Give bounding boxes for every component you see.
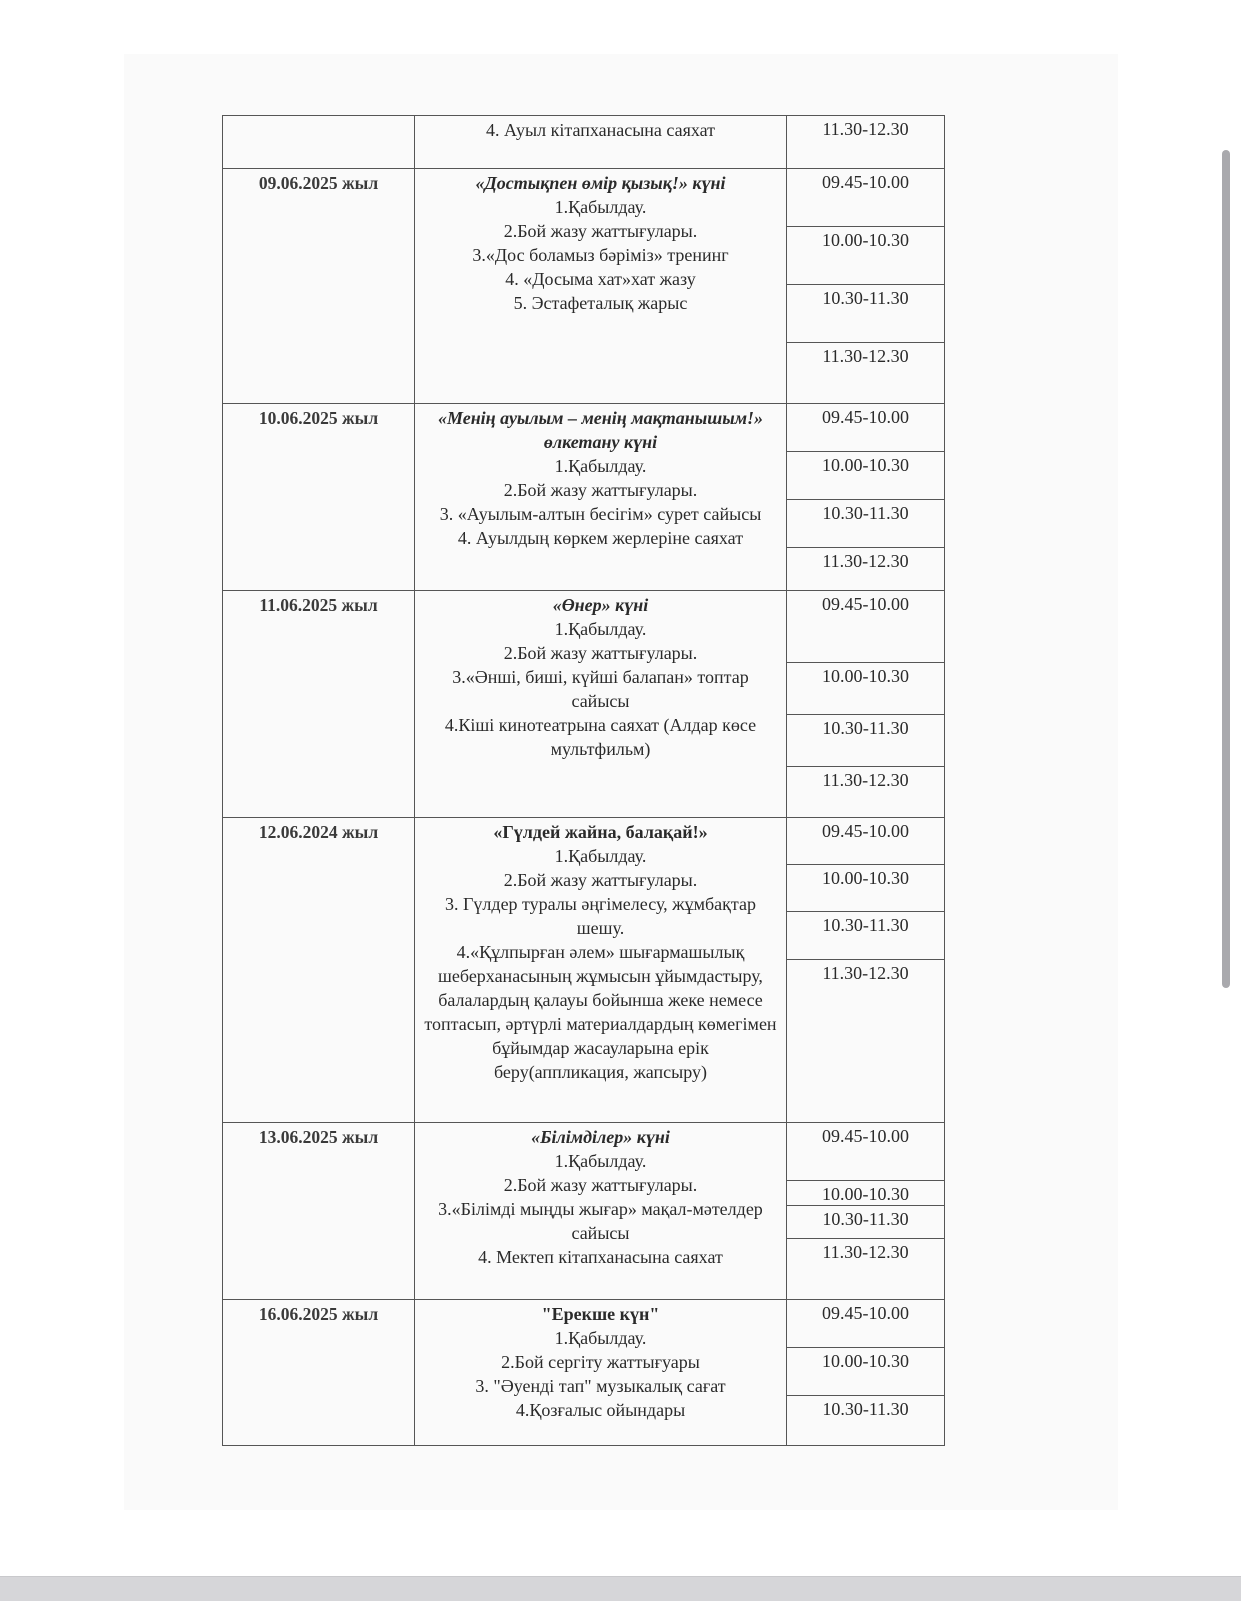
- date-cell: 11.06.2025 жыл: [223, 591, 415, 818]
- date-cell: 09.06.2025 жыл: [223, 169, 415, 404]
- time-cell: [787, 818, 945, 1123]
- activity-line: 1.Қабылдау.: [554, 846, 647, 866]
- activity-line: 2.Бой жазу жаттығулары.: [503, 870, 698, 890]
- activity-line: 4.«Құлпырған әлем» шығармашылық шеберханасының жұмысын ұйымдастыру, балалардың қалауы бойынша жеке немесе топтасып, әртүрлі материалдардың көмегімен бұйымдар жасауларына ерік беру(аппликация, жапсыру): [424, 942, 777, 1082]
- time-slot: 10.00-10.30: [787, 865, 944, 912]
- time-slot: 10.00-10.30: [787, 452, 944, 500]
- activity-line: 4. «Досыма хат»хат жазу: [505, 269, 696, 289]
- activity-line: 2.Бой сергіту жаттығуары: [501, 1352, 700, 1372]
- activity-line: 2.Бой жазу жаттығулары.: [503, 221, 698, 241]
- time-slot: 10.30-11.30: [787, 715, 944, 767]
- time-slot: 10.00-10.30: [787, 227, 944, 285]
- activity-line: 3.«Әнші, биші, күйші балапан» топтар сайысы: [452, 667, 749, 711]
- activity-line: 4.Кіші кинотеатрына саяхат (Алдар көсе мультфильм): [444, 715, 757, 759]
- activity-cell: [415, 818, 787, 1123]
- day-title: «Достықпен өмір қызық!» күні: [475, 173, 726, 193]
- table-row: [223, 1300, 945, 1446]
- time-slot: 11.30-12.30: [822, 770, 909, 790]
- time-cell: [787, 169, 945, 404]
- activity-line: 3. "Әуенді тап" музыкалық сағат: [475, 1376, 726, 1396]
- time-slot: 09.45-10.00: [787, 1300, 944, 1348]
- day-title: «Гүлдей жайна, балақай!»: [493, 822, 708, 842]
- table-row: [223, 404, 945, 591]
- day-title: «Білімділер» күні: [531, 1127, 670, 1147]
- activity-line: 4. Мектеп кітапханасына саяхат: [478, 1247, 723, 1267]
- time-slot: 10.30-11.30: [787, 285, 944, 343]
- activity-line: 2.Бой жазу жаттығулары.: [503, 480, 698, 500]
- activity-cell: [415, 1300, 787, 1446]
- time-cell: [787, 1123, 945, 1300]
- time-slot: 09.45-10.00: [787, 1123, 944, 1181]
- day-title: «Өнер» күні: [552, 595, 649, 615]
- time-slot: 09.45-10.00: [787, 818, 944, 865]
- table-row: [223, 169, 945, 404]
- activity-line: 1.Қабылдау.: [554, 456, 647, 476]
- activity-line: 2.Бой жазу жаттығулары.: [503, 1175, 698, 1195]
- activity-line: 2.Бой жазу жаттығулары.: [503, 643, 698, 663]
- table-row: [223, 1123, 945, 1300]
- time-slot: 10.00-10.30: [787, 1348, 944, 1396]
- day-title: «Менің ауылым – менің мақтанышым!» өлкетану күні: [437, 408, 764, 452]
- time-slot: 10.00-10.30: [787, 1181, 944, 1206]
- activity-line: 5. Эстафеталық жарыс: [513, 293, 688, 313]
- table-row: [223, 116, 945, 169]
- table-row: [223, 818, 945, 1123]
- activity-cell: [415, 116, 787, 169]
- table-row: [223, 591, 945, 818]
- time-slot: 11.30-12.30: [822, 1242, 909, 1262]
- activity-cell: [415, 1123, 787, 1300]
- activity-line: 3.«Дос боламыз бәріміз» тренинг: [472, 245, 729, 265]
- time-slot: 10.00-10.30: [787, 663, 944, 715]
- bottom-toolbar: [0, 1576, 1241, 1601]
- activity-line: 1.Қабылдау.: [554, 619, 647, 639]
- time-slot: 10.30-11.30: [787, 500, 944, 548]
- time-slot: 11.30-12.30: [822, 119, 909, 139]
- activity-line: 4.Қозғалыс ойындары: [515, 1400, 686, 1420]
- date-cell: 10.06.2025 жыл: [223, 404, 415, 591]
- activity-line: 1.Қабылдау.: [554, 1328, 647, 1348]
- activity-cell: [415, 404, 787, 591]
- activity-line: 4. Ауылдың көркем жерлеріне саяхат: [457, 528, 744, 548]
- activity-line: 3. Гүлдер туралы әңгімелесу, жұмбақтар шешу.: [445, 894, 756, 938]
- activity-line: 4. Ауыл кітапханасына саяхат: [485, 120, 716, 140]
- time-slot: 10.30-11.30: [822, 1399, 909, 1419]
- activity-line: 3.«Білімді мыңды жығар» мақал-мәтелдер сайысы: [438, 1199, 763, 1243]
- activity-line: 1.Қабылдау.: [554, 1151, 647, 1171]
- date-cell: 12.06.2024 жыл: [223, 818, 415, 1123]
- day-title: "Ерекше күн": [541, 1304, 660, 1324]
- date-cell: 16.06.2025 жыл: [223, 1300, 415, 1446]
- time-slot: 10.30-11.30: [787, 1206, 944, 1239]
- activity-line: 3. «Ауылым-алтын бесігім» сурет сайысы: [439, 504, 762, 524]
- time-slot: 10.30-11.30: [787, 912, 944, 960]
- time-slot: 09.45-10.00: [787, 404, 944, 452]
- time-cell: [787, 591, 945, 818]
- activity-cell: [415, 591, 787, 818]
- time-cell: [787, 404, 945, 591]
- date-cell: 13.06.2025 жыл: [223, 1123, 415, 1300]
- schedule-table: [222, 115, 945, 1446]
- activity-cell: [415, 169, 787, 404]
- time-slot: 11.30-12.30: [822, 963, 909, 983]
- vertical-scrollbar[interactable]: [1222, 150, 1230, 988]
- time-cell: [787, 1300, 945, 1446]
- date-cell: [223, 116, 415, 169]
- time-cell: [787, 116, 945, 169]
- time-slot: 09.45-10.00: [787, 591, 944, 663]
- activity-line: 1.Қабылдау.: [554, 197, 647, 217]
- time-slot: 09.45-10.00: [787, 169, 944, 227]
- time-slot: 11.30-12.30: [822, 346, 909, 366]
- time-slot: 11.30-12.30: [822, 551, 909, 571]
